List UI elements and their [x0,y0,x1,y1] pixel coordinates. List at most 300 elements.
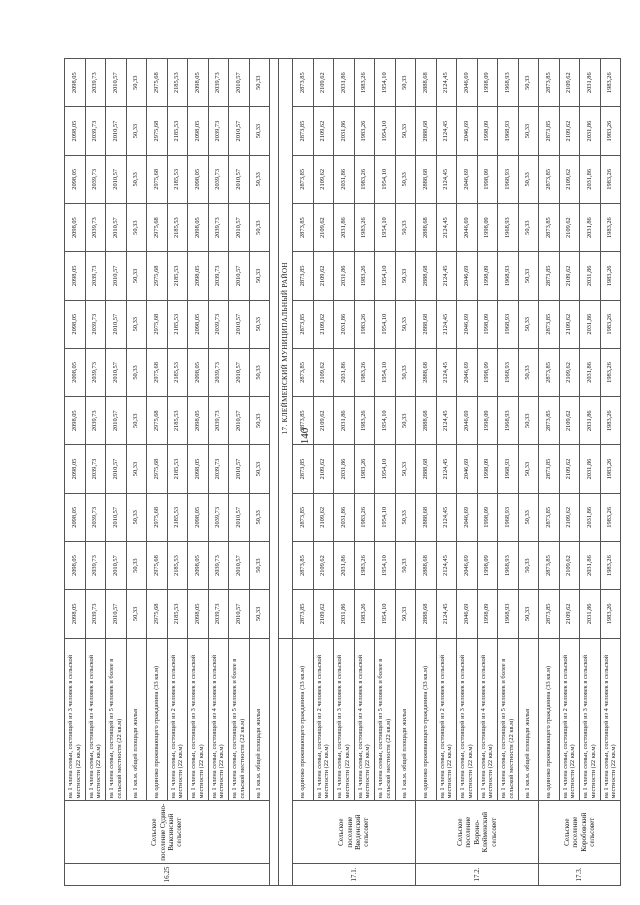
value-cell: 1954,10 [375,590,396,638]
value-cell: 2975,68 [147,348,168,396]
value-cell: 2039,73 [85,493,106,541]
value-cell: 1983,26 [600,155,621,203]
value-cell: 2031,86 [334,590,355,638]
value-cell: 2098,05 [188,252,209,300]
category-label: на 1 члена семьи, состоящей из 3 человек в сельской местности (22 кв.м) [580,638,601,801]
value-cell: 50,33 [249,203,270,251]
value-cell: 2046,69 [457,252,478,300]
value-cell: 2010,57 [106,348,127,396]
value-cell: 2109,62 [559,541,580,589]
value-cell: 2039,73 [85,155,106,203]
value-cell: 1983,26 [600,252,621,300]
settlement-name: Сельское поселение Судино-Выксинский сельсовет [65,801,270,863]
category-label: на одиноко проживающего гражданина (33 кв.м) [416,638,437,801]
value-cell: 1954,10 [375,493,396,541]
value-cell: 2888,68 [416,252,437,300]
value-cell: 2031,86 [334,493,355,541]
value-cell: 1998,09 [477,541,498,589]
value-cell: 2888,68 [416,348,437,396]
value-cell: 2124,45 [436,59,457,107]
value-cell: 2873,85 [293,541,314,589]
value-cell: 2109,62 [313,300,334,348]
table-row [539,59,560,886]
value-cell: 2888,68 [416,493,437,541]
value-cell: 2109,62 [559,59,580,107]
table-row [580,59,601,886]
value-cell: 2039,73 [208,300,229,348]
value-cell: 2039,73 [208,590,229,638]
value-cell: 2109,62 [559,107,580,155]
value-cell: 2873,85 [293,252,314,300]
value-cell: 1968,93 [498,541,519,589]
value-cell: 2031,86 [334,252,355,300]
value-cell: 50,33 [126,107,147,155]
table-row [147,59,168,886]
value-cell: 2010,57 [106,493,127,541]
table-row [559,59,580,886]
value-cell: 2873,85 [539,397,560,445]
settlement-code: 17.3. [539,863,621,885]
value-cell: 2098,05 [65,493,86,541]
value-cell: 2873,85 [539,300,560,348]
value-cell: 1968,93 [498,107,519,155]
value-cell: 2185,53 [167,155,188,203]
category-label: на 1 члена семьи, состоящей из 3 человек в сельской местности (22 кв.м) [457,638,478,801]
value-cell: 2109,62 [313,155,334,203]
value-cell: 1998,09 [477,493,498,541]
table-row [65,59,86,886]
value-cell: 50,33 [126,397,147,445]
value-cell: 2185,53 [167,252,188,300]
value-cell: 2109,62 [313,203,334,251]
value-cell: 1954,10 [375,348,396,396]
value-cell: 2124,45 [436,493,457,541]
value-cell: 50,33 [395,203,416,251]
value-cell: 2873,85 [293,107,314,155]
table-row [208,59,229,886]
settlement-name: Сельское поселение Введенский сельсовет [293,801,416,863]
value-cell: 2124,45 [436,300,457,348]
value-cell: 2888,68 [416,445,437,493]
value-cell: 2010,57 [229,541,250,589]
value-cell: 2098,05 [65,348,86,396]
table-row [600,59,621,886]
value-cell: 2046,69 [457,348,478,396]
value-cell: 50,33 [518,348,539,396]
value-cell: 2873,85 [539,203,560,251]
value-cell: 2109,62 [559,590,580,638]
value-cell: 2098,05 [65,397,86,445]
value-cell: 50,33 [395,493,416,541]
value-cell: 2031,86 [580,252,601,300]
table-row [293,59,314,886]
value-cell: 50,33 [518,107,539,155]
value-cell: 2185,53 [167,493,188,541]
value-cell: 50,33 [518,397,539,445]
value-cell: 50,33 [518,59,539,107]
value-cell: 2124,45 [436,348,457,396]
value-cell: 2039,73 [208,107,229,155]
value-cell: 1968,93 [498,203,519,251]
value-cell: 2124,45 [436,252,457,300]
category-label: на 1 кв.м. общей площади жилья [126,638,147,801]
value-cell: 1983,26 [354,59,375,107]
value-cell: 50,33 [249,590,270,638]
value-cell: 2185,53 [167,203,188,251]
value-cell: 2185,53 [167,590,188,638]
value-cell: 2975,68 [147,107,168,155]
value-cell: 50,33 [395,541,416,589]
value-cell: 2039,73 [208,493,229,541]
settlement-code: 17.2. [416,863,539,885]
value-cell: 2873,85 [293,59,314,107]
value-cell: 2975,68 [147,252,168,300]
value-cell: 50,33 [395,348,416,396]
value-cell: 2873,85 [293,348,314,396]
value-cell: 2010,57 [106,203,127,251]
value-cell: 2124,45 [436,590,457,638]
value-cell: 2039,73 [208,203,229,251]
value-cell: 1983,26 [354,541,375,589]
category-label: на 1 члена семьи, состоящей из 2 человек в сельской местности (22 кв.м) [313,638,334,801]
value-cell: 2098,05 [65,107,86,155]
value-cell: 2124,45 [436,445,457,493]
value-cell: 2010,57 [229,59,250,107]
value-cell: 2873,85 [293,300,314,348]
category-label: на 1 члена семьи, состоящей из 5 человек и более в сельской местности (22 кв.м) [106,638,127,801]
value-cell: 2031,86 [334,348,355,396]
value-cell: 2873,85 [539,541,560,589]
value-cell: 2098,05 [65,590,86,638]
table-row [354,59,375,886]
table-row [518,59,539,886]
value-cell: 2010,57 [106,59,127,107]
category-label: на 1 члена семьи, состоящей из 2 человек в сельской местности (22 кв.м) [436,638,457,801]
table-row [106,59,127,886]
value-cell: 50,33 [249,397,270,445]
value-cell: 2098,05 [65,541,86,589]
table-row [395,59,416,886]
settlement-code: 16.25 [65,863,270,885]
value-cell: 50,33 [395,155,416,203]
value-cell: 2975,68 [147,590,168,638]
value-cell: 1983,26 [354,155,375,203]
value-cell: 2098,05 [188,397,209,445]
value-cell: 50,33 [126,59,147,107]
value-cell: 2039,73 [85,541,106,589]
value-cell: 2031,86 [580,493,601,541]
value-cell: 2975,68 [147,155,168,203]
value-cell: 2039,73 [208,397,229,445]
value-cell: 1983,26 [354,107,375,155]
value-cell: 2185,53 [167,397,188,445]
category-label: на одиноко проживающего гражданина (33 кв.м) [147,638,168,801]
category-label: на 1 члена семьи, состоящей из 3 человек в сельской местности (22 кв.м) [188,638,209,801]
value-cell: 2039,73 [85,397,106,445]
value-cell: 2031,86 [580,445,601,493]
value-cell: 2888,68 [416,107,437,155]
value-cell: 2185,53 [167,348,188,396]
value-cell: 50,33 [395,59,416,107]
value-cell: 2046,69 [457,155,478,203]
value-cell: 2873,85 [293,445,314,493]
value-cell: 2010,57 [229,300,250,348]
value-cell: 1968,93 [498,397,519,445]
value-cell: 50,33 [249,348,270,396]
value-cell: 2098,05 [65,300,86,348]
value-cell: 2975,68 [147,541,168,589]
category-label: на 1 члена семьи, состоящей из 3 человек в сельской местности (22 кв.м) [334,638,355,801]
value-cell: 50,33 [249,445,270,493]
value-cell: 2873,85 [539,445,560,493]
value-cell: 1983,26 [354,348,375,396]
value-cell: 2124,45 [436,203,457,251]
category-label: на 1 члена семьи, состоящей из 3 человек в сельской местности (22 кв.м) [65,638,86,801]
value-cell: 1983,26 [600,541,621,589]
value-cell: 50,33 [518,445,539,493]
value-cell: 1968,93 [498,155,519,203]
category-label: на 1 члена семьи, состоящей из 4 человек в сельской местности (22 кв.м) [600,638,621,801]
value-cell: 1998,09 [477,107,498,155]
value-cell: 50,33 [395,107,416,155]
category-label: на 1 члена семьи, состоящей из 4 человек в сельской местности (22 кв.м) [85,638,106,801]
value-cell: 2039,73 [85,348,106,396]
section-row [279,59,293,886]
value-cell: 1983,26 [600,59,621,107]
value-cell: 2124,45 [436,155,457,203]
value-cell: 2098,05 [65,59,86,107]
category-label: на 1 члена семьи, состоящей из 4 человек в сельской местности (22 кв.м) [208,638,229,801]
value-cell: 2888,68 [416,541,437,589]
value-cell: 50,33 [249,107,270,155]
value-cell: 2185,53 [167,107,188,155]
rotated-table-wrapper [64,58,618,886]
value-cell: 2185,53 [167,59,188,107]
value-cell: 2010,57 [229,590,250,638]
value-cell: 2031,86 [334,107,355,155]
value-cell: 2873,85 [539,493,560,541]
value-cell: 1954,10 [375,252,396,300]
category-label: на одиноко проживающего гражданина (33 кв.м) [539,638,560,801]
value-cell: 2010,57 [106,445,127,493]
value-cell: 1983,26 [600,107,621,155]
table-row [188,59,209,886]
value-cell: 2046,69 [457,445,478,493]
value-cell: 2046,69 [457,541,478,589]
value-cell: 1998,09 [477,59,498,107]
value-cell: 2098,05 [188,59,209,107]
value-cell: 2975,68 [147,397,168,445]
value-cell: 1983,26 [354,397,375,445]
value-cell: 1998,09 [477,397,498,445]
value-cell: 50,33 [249,59,270,107]
value-cell: 2031,86 [334,397,355,445]
category-label: на 1 кв.м. общей площади жилья [518,638,539,801]
table-row [167,59,188,886]
value-cell: 2010,57 [106,397,127,445]
value-cell: 1954,10 [375,541,396,589]
value-cell: 2124,45 [436,107,457,155]
value-cell: 1998,09 [477,155,498,203]
value-cell: 50,33 [518,493,539,541]
value-cell: 2124,45 [436,541,457,589]
value-cell: 2109,62 [559,203,580,251]
value-cell: 2031,86 [580,300,601,348]
value-cell: 50,33 [518,203,539,251]
value-cell: 1968,93 [498,445,519,493]
value-cell: 50,33 [126,203,147,251]
value-cell: 2109,62 [559,155,580,203]
value-cell: 2109,62 [559,252,580,300]
value-cell: 1983,26 [354,252,375,300]
value-cell: 1954,10 [375,59,396,107]
value-cell: 50,33 [518,155,539,203]
value-cell: 1998,09 [477,252,498,300]
value-cell: 50,33 [126,590,147,638]
value-cell: 2046,69 [457,59,478,107]
value-cell: 2046,69 [457,493,478,541]
value-cell: 2873,85 [293,397,314,445]
table-row [249,59,270,886]
value-cell: 50,33 [126,445,147,493]
table-row [375,59,396,886]
value-cell: 1954,10 [375,155,396,203]
value-cell: 1983,26 [600,590,621,638]
value-cell: 2031,86 [334,59,355,107]
value-cell: 2039,73 [85,203,106,251]
settlement-code: 17.1. [293,863,416,885]
value-cell: 2039,73 [208,541,229,589]
value-cell: 1998,09 [477,203,498,251]
value-cell: 2039,73 [85,59,106,107]
value-cell: 2010,57 [229,348,250,396]
value-cell: 2098,05 [188,155,209,203]
value-cell: 2873,85 [539,348,560,396]
value-cell: 2888,68 [416,59,437,107]
value-cell: 2031,86 [580,541,601,589]
value-cell: 2109,62 [313,493,334,541]
category-label: на 1 кв.м. общей площади жилья [249,638,270,801]
value-cell: 2010,57 [106,107,127,155]
category-label: на одиноко проживающего гражданина (33 кв.м) [293,638,314,801]
value-cell: 1998,09 [477,348,498,396]
category-label: на 1 члена семьи, состоящей из 5 человек и более в сельской местности (22 кв.м) [229,638,250,801]
value-cell: 2873,85 [293,493,314,541]
value-cell: 2010,57 [229,203,250,251]
value-cell: 2124,45 [436,397,457,445]
value-cell: 2031,86 [334,445,355,493]
value-cell: 2109,62 [559,300,580,348]
value-cell: 2098,05 [65,252,86,300]
value-cell: 1968,93 [498,300,519,348]
value-cell: 2888,68 [416,155,437,203]
value-cell: 1968,93 [498,59,519,107]
value-cell: 2873,85 [293,155,314,203]
value-cell: 2039,73 [85,107,106,155]
value-cell: 50,33 [126,348,147,396]
table-row [416,59,437,886]
value-cell: 2873,85 [293,203,314,251]
value-cell: 1983,26 [600,348,621,396]
housing-standards-table [64,58,621,886]
value-cell: 1998,09 [477,300,498,348]
value-cell: 50,33 [518,300,539,348]
value-cell: 2109,62 [313,107,334,155]
value-cell: 2039,73 [85,300,106,348]
value-cell: 50,33 [395,252,416,300]
value-cell: 2031,86 [580,203,601,251]
value-cell: 2873,85 [539,59,560,107]
value-cell: 1998,09 [477,590,498,638]
value-cell: 2010,57 [106,252,127,300]
value-cell: 2873,85 [293,590,314,638]
rotated-table-canvas [64,58,618,886]
value-cell: 2031,86 [334,155,355,203]
value-cell: 1983,26 [600,493,621,541]
value-cell: 2098,05 [188,348,209,396]
value-cell: 2098,05 [188,203,209,251]
value-cell: 2031,86 [580,155,601,203]
value-cell: 1983,26 [354,300,375,348]
value-cell: 2031,86 [334,203,355,251]
value-cell: 1954,10 [375,203,396,251]
value-cell: 50,33 [249,300,270,348]
value-cell: 2109,62 [313,590,334,638]
value-cell: 50,33 [126,300,147,348]
value-cell: 1968,93 [498,348,519,396]
table-row [334,59,355,886]
value-cell: 50,33 [395,300,416,348]
value-cell: 2888,68 [416,203,437,251]
table-row [229,59,250,886]
value-cell: 1954,10 [375,107,396,155]
value-cell: 2031,86 [580,59,601,107]
page-number: 140 [299,427,311,445]
value-cell: 2098,05 [188,541,209,589]
value-cell: 2010,57 [106,300,127,348]
value-cell: 1983,26 [354,445,375,493]
value-cell: 2098,05 [188,493,209,541]
category-label: на 1 члена семьи, состоящей из 2 человек в сельской местности (22 кв.м) [559,638,580,801]
value-cell: 2975,68 [147,203,168,251]
table-row [498,59,519,886]
category-label: на 1 члена семьи, состоящей из 4 человек в сельской местности (22 кв.м) [354,638,375,801]
value-cell: 50,33 [249,155,270,203]
value-cell: 1968,93 [498,252,519,300]
value-cell: 2010,57 [229,397,250,445]
separator-cell [270,59,279,886]
value-cell: 1954,10 [375,445,396,493]
table-row [126,59,147,886]
value-cell: 1983,26 [600,203,621,251]
value-cell: 50,33 [518,541,539,589]
value-cell: 2109,62 [313,348,334,396]
value-cell: 2031,86 [580,590,601,638]
value-cell: 2098,05 [65,155,86,203]
value-cell: 2010,57 [229,107,250,155]
table-row [313,59,334,886]
value-cell: 50,33 [249,541,270,589]
value-cell: 2039,73 [208,252,229,300]
value-cell: 50,33 [126,493,147,541]
value-cell: 2109,62 [313,541,334,589]
value-cell: 2109,62 [313,397,334,445]
value-cell: 2039,73 [208,348,229,396]
value-cell: 2031,86 [580,107,601,155]
table-row [477,59,498,886]
value-cell: 1983,26 [600,445,621,493]
value-cell: 1998,09 [477,445,498,493]
